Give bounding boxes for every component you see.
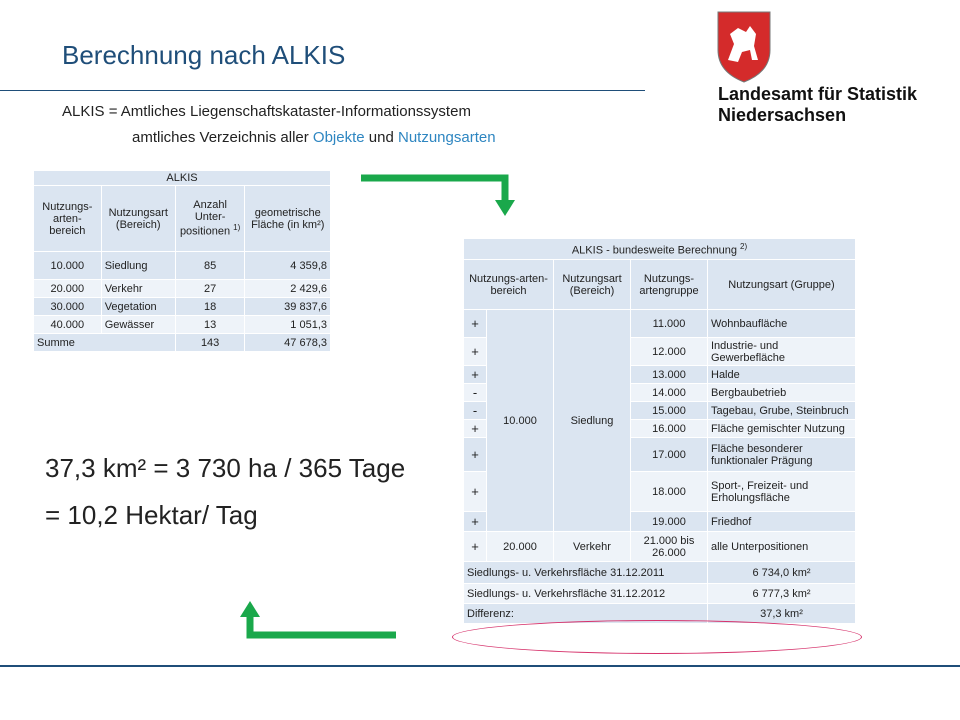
alkis-bundesweit-table: [463, 238, 856, 624]
difference-highlight: [452, 620, 862, 654]
column-header: Nutzungs-arten-bereich: [34, 186, 102, 252]
table-row: + 17.000 Fläche besonderer funktionaler Prägung: [464, 438, 856, 472]
column-header: Anzahl Unter-positionen $^{1)}$: [175, 186, 245, 252]
arrow-up-icon: [230, 595, 405, 647]
title-divider: [0, 90, 645, 91]
alkis-definition: ALKIS = Amtliches Liegenschaftskataster-Informationssystem: [62, 103, 471, 120]
table-title: ALKIS: [34, 171, 331, 186]
column-header: Nutzungs-arten-bereich: [464, 260, 554, 310]
table-row: + 19.000 Friedhof: [464, 512, 856, 532]
table-row: + 20.000 Verkehr 21.000 bis 26.000 alle Unterpositionen: [464, 532, 856, 562]
table-row: 40.000 Gewässer 13 1 051,3: [34, 316, 331, 334]
table-row: + 13.000 Halde: [464, 366, 856, 384]
logo-text: Landesamt für Statistik Niedersachsen: [718, 84, 918, 125]
column-header: Nutzungsart (Bereich): [101, 186, 175, 252]
table-row: + 16.000 Fläche gemischter Nutzung: [464, 420, 856, 438]
summary-row: Siedlungs- u. Verkehrsfläche 31.12.2011 6 734,0 km²: [464, 562, 856, 584]
table-row: 20.000 Verkehr 27 2 429,6: [34, 280, 331, 298]
column-header: Nutzungsart (Gruppe): [708, 260, 856, 310]
arrow-down-icon: [355, 170, 525, 220]
calculation-line-2: = 10,2 Hektar/ Tag: [45, 500, 258, 530]
page-title: Berechnung nach ALKIS: [62, 40, 346, 70]
calculation-line-1: 37,3 km² = 3 730 ha / 365 Tage: [45, 453, 406, 483]
column-header: Nutzungs-artengruppe: [631, 260, 708, 310]
table-row: + 10.000 Siedlung 11.000 Wohnbaufläche: [464, 310, 856, 338]
table-row: - 15.000 Tagebau, Grube, Steinbruch: [464, 402, 856, 420]
sum-row: Summe 143 47 678,3: [34, 334, 331, 352]
column-header: geometrische Fläche (in km²): [245, 186, 331, 252]
table-row: 10.000 Siedlung 85 4 359,8: [34, 252, 331, 280]
difference-row: Differenz: 37,3 km²: [464, 604, 856, 624]
table-row: + 18.000 Sport-, Freizeit- und Erholungsfläche: [464, 472, 856, 512]
table-row: - 14.000 Bergbaubetrieb: [464, 384, 856, 402]
column-header: Nutzungsart (Bereich): [554, 260, 631, 310]
table-title: ALKIS - bundesweite Berechnung $^{2)}$: [464, 239, 856, 260]
bottom-divider: [0, 665, 960, 667]
alkis-table: [33, 170, 331, 352]
alkis-description: amtliches Verzeichnis aller Objekte und Nutzungsarten: [132, 129, 496, 146]
table-row: 30.000 Vegetation 18 39 837,6: [34, 298, 331, 316]
summary-row: Siedlungs- u. Verkehrsfläche 31.12.2012 6 777,3 km²: [464, 584, 856, 604]
table-row: + 12.000 Industrie- und Gewerbefläche: [464, 338, 856, 366]
